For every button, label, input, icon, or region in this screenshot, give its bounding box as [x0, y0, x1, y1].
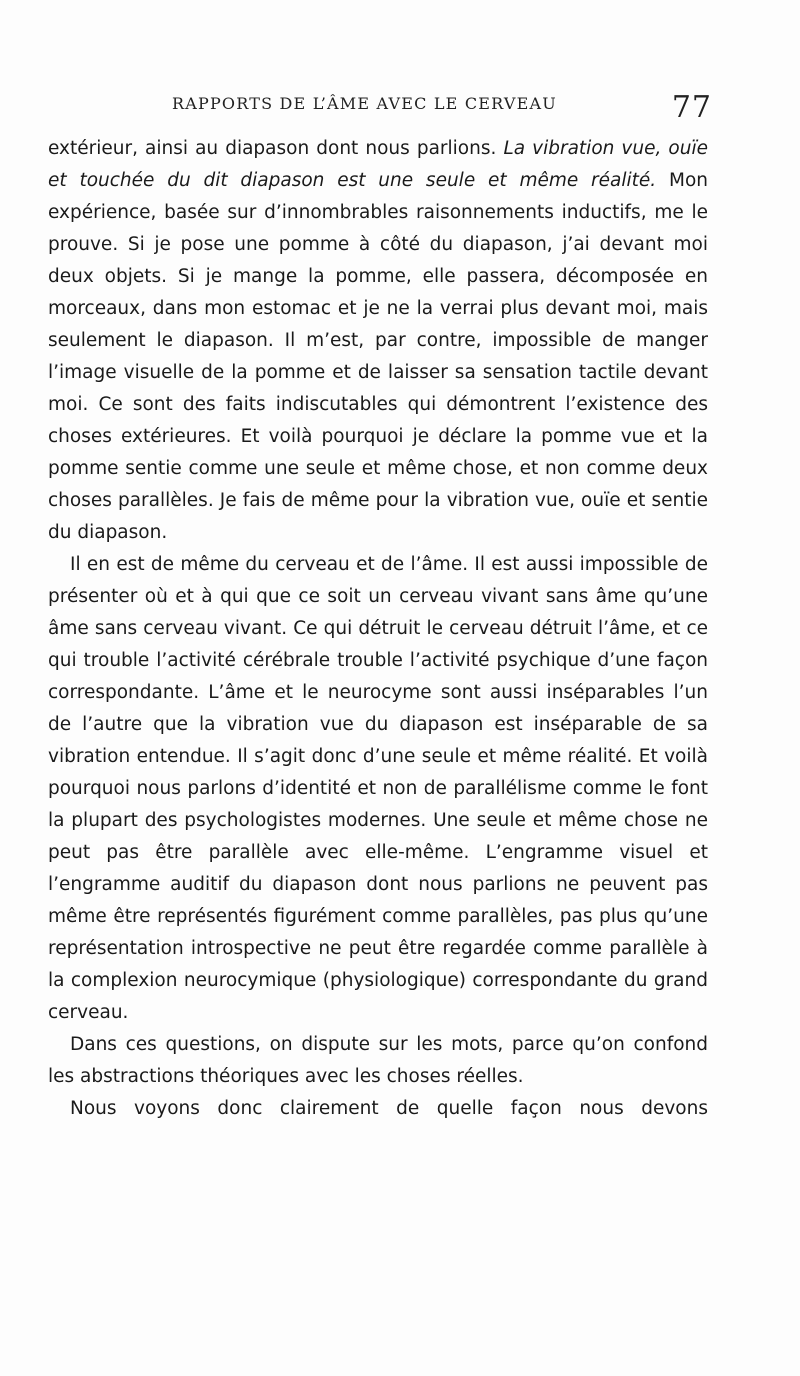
paragraph-1	[48, 133, 708, 549]
body-text	[48, 133, 708, 1125]
paragraph-4: Nous voyons donc clairement de quelle façon nous devons	[70, 1098, 708, 1119]
page-header	[172, 92, 712, 132]
paragraph-1-start: extérieur, ainsi au diapason dont nous parlions.	[48, 138, 504, 159]
running-title: RAPPORTS DE L’ÂME AVEC LE CERVEAU	[172, 94, 557, 113]
page-number: 77	[671, 90, 712, 125]
paragraph-1-italic: La vibration vue, ouïe et touchée du dit diapason est une seule et même réalité.	[48, 138, 708, 191]
paragraph-3: Dans ces questions, on dispute sur les mots, parce qu’on confond les abstractions théoriques avec les choses réelles.	[48, 1034, 708, 1087]
paragraph-1-rest: Mon expérience, basée sur d’innombrables raisonnements inductifs, me le prouve. Si je pose une pomme à côté du diapason, j’ai devant moi deux objets. Si je mange la pomme, elle passera, décomposée en morceaux, dans mon estomac et je ne la verrai plus devant moi, mais seulement le diapason. Il m’est, par contre, impossible de manger l’image visuelle de la pomme et de laisser sa sensation tactile devant moi. Ce sont des faits indiscutables qui démontrent l’existence des choses extérieures. Et voilà pourquoi je déclare la pomme vue et la pomme sentie comme une seule et même chose, et non comme deux choses parallèles. Je fais de même pour la vibration vue, ouïe et sentie du diapason.	[48, 170, 708, 543]
paragraph-2: Il en est de même du cerveau et de l’âme. Il est aussi impossible de présenter où et à qui que ce soit un cerveau vivant sans âme qu’une âme sans cerveau vivant. Ce qui détruit le cerveau détruit l’âme, et ce qui trouble l’activité cérébrale trouble l’activité psychique d’une façon correspondante. L’âme et le neurocyme sont aussi inséparables l’un de l’autre que la vibration vue du diapason est inséparable de sa vibration entendue. Il s’agit donc d’une seule et même réalité. Et voilà pourquoi nous parlons d’identité et non de parallélisme comme le font la plupart des psychologistes modernes. Une seule et même chose ne peut pas être parallèle avec elle-même. L’engramme visuel et l’engramme auditif du diapason dont nous parlions ne peuvent pas même être représentés figurément comme parallèles, pas plus qu’une représentation introspective ne peut être regardée comme parallèle à la complexion neurocymique (physiologique) correspondante du grand cerveau.	[48, 554, 708, 1023]
